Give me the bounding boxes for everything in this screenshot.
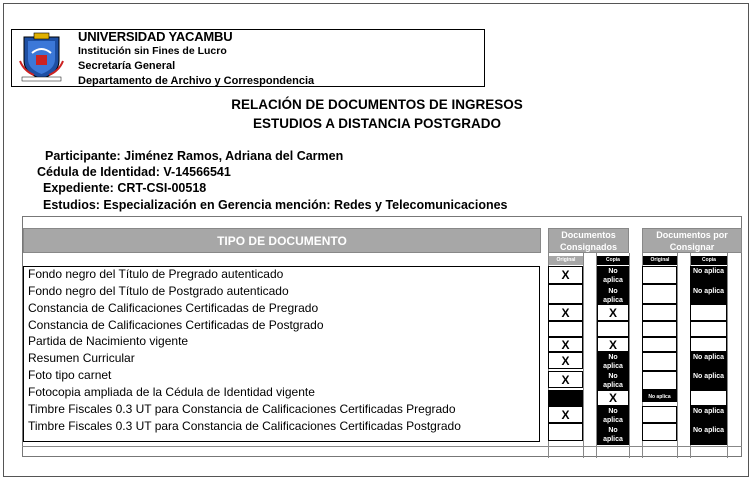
pending-copia-no-aplica: No aplica <box>690 266 727 286</box>
document-item: Foto tipo carnet <box>28 368 112 382</box>
original-label: Original <box>549 256 583 265</box>
pending-original-cell <box>642 337 677 352</box>
document-item: Fondo negro del Título de Pregrado autenticado <box>28 267 284 281</box>
pending-copia-cell <box>690 321 727 337</box>
por-consignar-header <box>642 228 742 253</box>
copia-no-aplica: No aplica <box>597 371 629 390</box>
copia-no-aplica: No aplica <box>597 425 629 445</box>
consignados-label: Documentos Consignados <box>559 229 617 252</box>
id-number: Cédula de Identidad: V-14566541 <box>37 165 231 179</box>
title-line-2: ESTUDIOS A DISTANCIA POSTGRADO <box>252 116 501 131</box>
copia-no-aplica: No aplica <box>597 286 629 304</box>
studies: Estudios: Especialización en Gerencia mención: Redes y Telecomunicaciones <box>43 198 508 212</box>
pending-copia-no-aplica: No aplica <box>690 352 727 371</box>
column-rule <box>629 253 630 458</box>
pending-copia-no-aplica: No aplica <box>690 286 727 304</box>
original-mark: X <box>548 266 583 284</box>
pending-original-cell <box>642 304 677 321</box>
original-label: Original <box>643 256 677 265</box>
consignados-header <box>548 228 629 253</box>
header-text <box>78 29 314 89</box>
title-line-1: RELACIÓN DE DOCUMENTOS DE INGRESOS <box>231 97 523 112</box>
department-archivo: Departamento de Archivo y Correspondencia <box>78 75 315 87</box>
pending-copia-cell <box>690 304 727 321</box>
column-rule <box>677 253 678 458</box>
pending-original-cell <box>642 352 677 371</box>
column-rule <box>583 253 584 458</box>
tipo-documento-header: TIPO DE DOCUMENTO <box>23 228 541 253</box>
copia-no-aplica: No aplica <box>597 266 629 286</box>
document-item: Resumen Curricular <box>28 351 135 365</box>
original-cell <box>548 423 583 441</box>
pending-original-cell <box>642 266 677 284</box>
copia-mark: X <box>597 304 629 321</box>
file-number: Expediente: CRT-CSI-00518 <box>43 181 207 195</box>
document-item: Partida de Nacimiento vigente <box>28 334 189 348</box>
pending-copia-no-aplica: No aplica <box>690 406 727 425</box>
copia-label: Copia <box>597 256 629 265</box>
copia-no-aplica: No aplica <box>597 406 629 425</box>
pending-copia-no-aplica: No aplica <box>690 371 727 390</box>
pending-copia-no-aplica: No aplica <box>690 425 727 445</box>
pending-original-cell <box>642 423 677 441</box>
original-mark: X <box>548 304 583 321</box>
document-item: Constancia de Calificaciones Certificadas de Postgrado <box>28 318 324 332</box>
pending-copia-cell <box>690 390 727 406</box>
university-logo <box>14 31 69 83</box>
document-item: Timbre Fiscales 0.3 UT para Constancia de Calificaciones Certificadas Postgrado <box>28 419 461 433</box>
pending-original-no-aplica: No aplica <box>642 390 677 402</box>
original-cell <box>548 321 583 337</box>
copia-mark: X <box>597 337 629 352</box>
original-blocked-cell <box>548 390 583 406</box>
department-secretaria: Secretaría General <box>78 60 176 72</box>
institution-type: Institución sin Fines de Lucro <box>78 45 227 57</box>
original-mark: X <box>548 337 583 352</box>
pending-original-cell <box>642 284 677 304</box>
copia-cell <box>597 321 629 337</box>
copia-mark: X <box>597 390 629 406</box>
original-mark: X <box>548 371 583 388</box>
pending-original-cell <box>642 371 677 390</box>
column-rule <box>727 253 728 458</box>
por-consignar-label: Documentos por Consignar <box>656 229 728 252</box>
table-bottom-rule <box>22 446 742 447</box>
document-item: Fotocopia ampliada de la Cédula de Identidad vigente <box>28 385 315 399</box>
pending-original-cell <box>642 406 677 423</box>
document-item: Timbre Fiscales 0.3 UT para Constancia de Calificaciones Certificadas Pregrado <box>28 402 456 416</box>
participant: Participante: Jiménez Ramos, Adriana del Carmen <box>45 149 344 163</box>
pending-original-cell <box>642 321 677 337</box>
original-mark: X <box>548 352 583 369</box>
copia-label: Copia <box>691 256 727 265</box>
pending-copia-cell <box>690 337 727 352</box>
copia-no-aplica: No aplica <box>597 352 629 371</box>
university-name: UNIVERSIDAD YACAMBU <box>78 29 233 44</box>
original-mark: X <box>548 406 583 423</box>
document-item: Constancia de Calificaciones Certificadas de Pregrado <box>28 301 319 315</box>
document-item: Fondo negro del Título de Postgrado autenticado <box>28 284 289 298</box>
original-cell <box>548 284 583 304</box>
